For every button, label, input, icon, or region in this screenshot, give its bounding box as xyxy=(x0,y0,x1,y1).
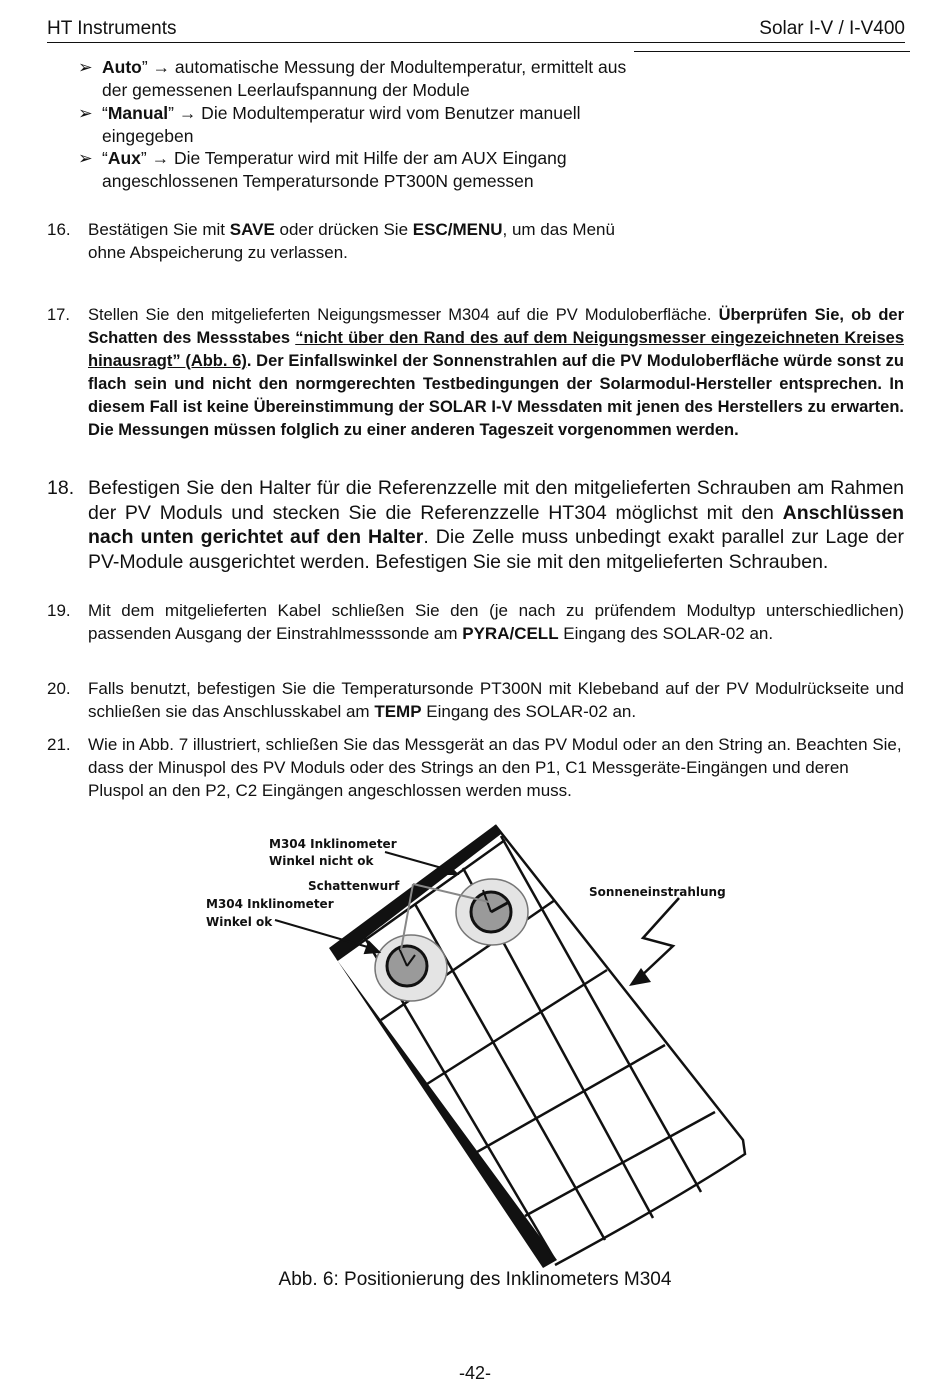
step-text: Stellen Sie den mitgelieferten Neigungsmesser M304 auf die PV Moduloberfläche. xyxy=(88,306,719,324)
step-bold: Anschlüssen nach unten gerichtet auf den Halter xyxy=(88,501,904,548)
step-bold: Überprüfen Sie, ob der Schatten des Messstabes xyxy=(88,306,905,347)
step-text: Eingang des SOLAR-02 an. xyxy=(558,624,774,643)
step-19 xyxy=(47,599,904,645)
step-bold: ESC/MENU xyxy=(412,220,503,239)
label-nok-line2: Winkel nicht ok xyxy=(269,854,374,868)
step-number: 16. xyxy=(47,220,71,239)
bullet-bold: Aux xyxy=(107,148,141,168)
step-text: Befestigen Sie den Halter für die Referenzzelle mit den mitgelieferten Schrauben am Rahmen der PV Moduls und stecken Sie die Referenzzelle HT304 möglichst mit den xyxy=(88,477,904,524)
label-shadow: Schattenwurf xyxy=(308,879,400,893)
step-text: Falls benutzt, befestigen Sie die Temperatursonde PT300N mit Klebeband auf der PV Modulrückseite und schließen sie das Anschlusskabel am xyxy=(88,679,904,721)
step-number: 17. xyxy=(47,306,70,324)
bullet-manual xyxy=(78,102,638,148)
bullet-quote: “ xyxy=(102,148,108,168)
header-left: HT Instruments xyxy=(47,18,177,39)
step-text: Mit dem mitgelieferten Kabel schließen Sie den (je nach zu prüfendem Modultyp unterschiedlichen) passenden Ausgang der Einstrahlmesssonde am xyxy=(88,601,904,643)
step-bold: . Der Einfallswinkel der Sonnenstrahlen auf die PV Moduloberfläche würde sonst zu flach sein und nicht den normgerechten Testbedingungen der Solarmodul-Hersteller entsprechen. In diesem Fall ist keine Übereinstimmung der SOLAR I-V Messdaten mit jenen des Herstellers zu erwarten. Die Messungen müssen folglich zu einer anderen Tageszeit vorgenommen werden. xyxy=(88,352,904,439)
bullet-marker-icon: ➢ xyxy=(78,57,93,77)
page-header xyxy=(47,18,905,43)
figure-caption: Abb. 6: Positionierung des Inklinometers M304 xyxy=(278,1269,672,1290)
label-nok-line1: M304 Inklinometer xyxy=(269,837,397,851)
step-bold: PYRA/CELL xyxy=(462,624,559,643)
step-16 xyxy=(47,218,647,264)
step-text: Eingang des SOLAR-02 an. xyxy=(421,702,637,721)
step-number: 20. xyxy=(47,679,71,698)
step-text: Bestätigen Sie mit xyxy=(88,220,230,239)
page-number: -42- xyxy=(458,1363,491,1383)
step-text: Wie in Abb. 7 illustriert, schließen Sie das Messgerät an das PV Modul oder an den String an. Beachten Sie, dass der Minuspol des PV Moduls oder des Strings an den P1, C1 Messgeräte-Eingängen und deren Pluspol an den P2, C2 Eingängen angeschlossen werden muss. xyxy=(88,735,902,800)
bullet-marker-icon: ➢ xyxy=(78,103,93,123)
label-ok-line1: M304 Inklinometer xyxy=(206,897,334,911)
inclinometer-figure xyxy=(195,820,755,1270)
label-sun: Sonneneinstrahlung xyxy=(589,885,726,899)
step-bold: TEMP xyxy=(374,702,422,721)
step-text: , um das Menü ohne Abspeicherung zu verlassen. xyxy=(88,220,615,262)
bullet-auto xyxy=(78,56,638,102)
bullet-marker-icon: ➢ xyxy=(78,148,93,168)
step-text: oder drücken Sie xyxy=(274,220,413,239)
header-right: Solar I-V / I-V400 xyxy=(759,18,905,39)
bullet-text: ” → automatische Messung der Modultemperatur, ermittelt aus der gemessenen Leerlaufspannung der Module xyxy=(102,57,627,100)
step-underlined: “nicht über den Rand des auf dem Neigungsmesser eingezeichneten Kreises hinausragt” (Abb. 6) xyxy=(88,329,904,370)
bullet-quote: “ xyxy=(102,103,108,123)
step-21 xyxy=(47,733,904,802)
step-number: 21. xyxy=(47,735,71,754)
sun-ray-arrow-icon xyxy=(629,898,679,986)
inclinometer-not-ok xyxy=(456,879,528,945)
bullet-aux xyxy=(78,147,638,193)
step-20 xyxy=(47,677,904,723)
inclinometer-ok xyxy=(375,935,447,1001)
step-text: . Die Zelle muss unbedingt exakt parallel zur Lage der PV-Module ausgerichtet werden. Befestigen Sie sie mit den mitgelieferten Schrauben. xyxy=(88,526,904,573)
header-rule xyxy=(634,51,910,52)
bullet-text: ” → Die Modultemperatur wird vom Benutzer manuell eingegeben xyxy=(102,103,581,146)
step-number: 19. xyxy=(47,601,71,620)
step-17 xyxy=(47,304,904,442)
bullet-bold: Manual xyxy=(107,103,169,123)
label-ok-line2: Winkel ok xyxy=(206,915,273,929)
bullet-text: ” → Die Temperatur wird mit Hilfe der am AUX Eingang angeschlossenen Temperatursonde PT300N gemessen xyxy=(102,148,567,191)
bullet-bold: Auto xyxy=(102,57,142,77)
step-bold: SAVE xyxy=(229,220,275,239)
step-number: 18. xyxy=(47,477,75,499)
step-18 xyxy=(47,476,904,574)
